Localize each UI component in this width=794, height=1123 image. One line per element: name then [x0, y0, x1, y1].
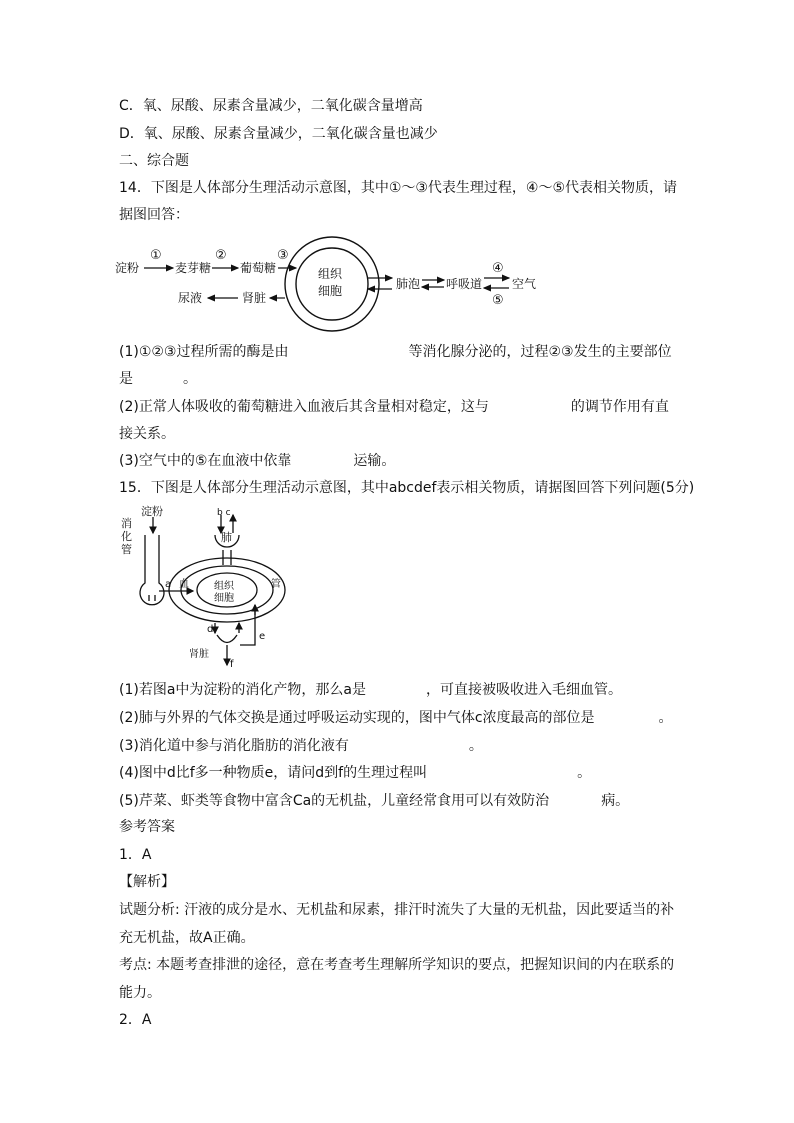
q15-part4: (4)图中d比f多一种物质e，请问d到f的生理过程叫 。 — [119, 765, 592, 781]
answer-2: 2．A — [119, 1012, 152, 1028]
cell-label-2: 细胞 — [318, 284, 343, 298]
q15-part5: (5)芹菜、虾类等食物中富含Ca的无机盐，儿童经常食用可以有效防治 病。 — [119, 793, 630, 809]
digest-label-1: 消 — [121, 517, 132, 530]
kaodian-line2: 能力。 — [119, 985, 161, 1001]
substance4-label: ④ — [492, 261, 504, 276]
q15-diagram — [115, 505, 295, 670]
answer-1: 1．A — [119, 847, 152, 863]
kidney-label: 肾脏 — [189, 649, 209, 660]
alveoli-label: 肺泡 — [396, 277, 421, 291]
section-heading: 二、综合题 — [119, 153, 189, 169]
analysis-heading: 【解析】 — [119, 874, 175, 890]
kaodian-line1: 考点: 本题考查排泄的途径，意在考查考生理解所学知识的要点，把握知识间的内在联系的 — [119, 957, 675, 973]
a-label: a — [165, 579, 172, 590]
q14-stem-line1: 14．下图是人体部分生理活动示意图，其中①～③代表生理过程，④～⑤代表相关物质，请 — [119, 180, 678, 196]
glucose-label: 葡萄糖 — [240, 261, 277, 275]
step2-label: ② — [215, 248, 227, 263]
tube-label: 管 — [271, 579, 281, 590]
kidney-label: 肾脏 — [242, 291, 267, 305]
cell-label-1: 组织 — [214, 581, 234, 592]
analysis-line1: 试题分析: 汗液的成分是水、无机盐和尿素，排汗时流失了大量的无机盐，因此要适当的补 — [119, 902, 675, 918]
starch-label: 淀粉 — [115, 261, 140, 275]
q14-part2-line1: (2)正常人体吸收的葡萄糖进入血液后其含量相对稳定，这与 的调节作用有直 — [119, 399, 669, 415]
cell-label-2: 细胞 — [214, 593, 234, 604]
q14-diagram — [110, 232, 550, 332]
q15-part2: (2)肺与外界的气体交换是通过呼吸运动实现的，图中气体c浓度最高的部位是 。 — [119, 710, 673, 726]
d-label: d — [207, 624, 214, 635]
digest-label-2: 化 — [121, 530, 132, 543]
analysis-line2: 充无机盐，故A正确。 — [119, 930, 255, 946]
q14-part1-line2: 是 。 — [119, 371, 197, 387]
starch-label: 淀粉 — [141, 505, 163, 518]
bc-label: b c — [217, 508, 231, 518]
q15-part1: (1)若图a中为淀粉的消化产物，那么a是 ，可直接被吸收进入毛细血管。 — [119, 682, 622, 698]
answers-heading: 参考答案 — [119, 819, 175, 835]
q14-stem-line2: 据图回答： — [119, 207, 189, 223]
step3-label: ③ — [277, 248, 289, 263]
urine-label: 尿液 — [178, 291, 203, 305]
blood-label: 血 — [179, 579, 189, 590]
digest-label-3: 管 — [121, 543, 132, 556]
air-label: 空气 — [512, 277, 537, 291]
q14-part2-line2: 接关系。 — [119, 426, 175, 442]
substance5-label: ⑤ — [492, 293, 504, 308]
q15-stem: 15．下图是人体部分生理活动示意图，其中abcdef表示相关物质，请据图回答下列问题(5分) — [119, 480, 695, 496]
e-label: e — [259, 631, 266, 642]
f-label: f — [230, 659, 234, 670]
q13-option-d: D．氧、尿酸、尿素含量减少，二氧化碳含量也减少 — [119, 126, 438, 142]
lung-label: 肺 — [221, 531, 232, 544]
step1-label: ① — [150, 248, 162, 263]
q14-part1-line1: (1)①②③过程所需的酶是由 等消化腺分泌的，过程②③发生的主要部位 — [119, 344, 672, 360]
q13-option-c: C．氧、尿酸、尿素含量减少，二氧化碳含量增高 — [119, 98, 423, 114]
q15-part3: (3)消化道中参与消化脂肪的消化液有 。 — [119, 738, 483, 754]
airway-label: 呼吸道 — [446, 277, 483, 291]
maltose-label: 麦芽糖 — [175, 261, 212, 275]
q14-part3: (3)空气中的⑤在血液中依靠 运输。 — [119, 453, 396, 469]
cell-label-1: 组织 — [318, 267, 343, 281]
